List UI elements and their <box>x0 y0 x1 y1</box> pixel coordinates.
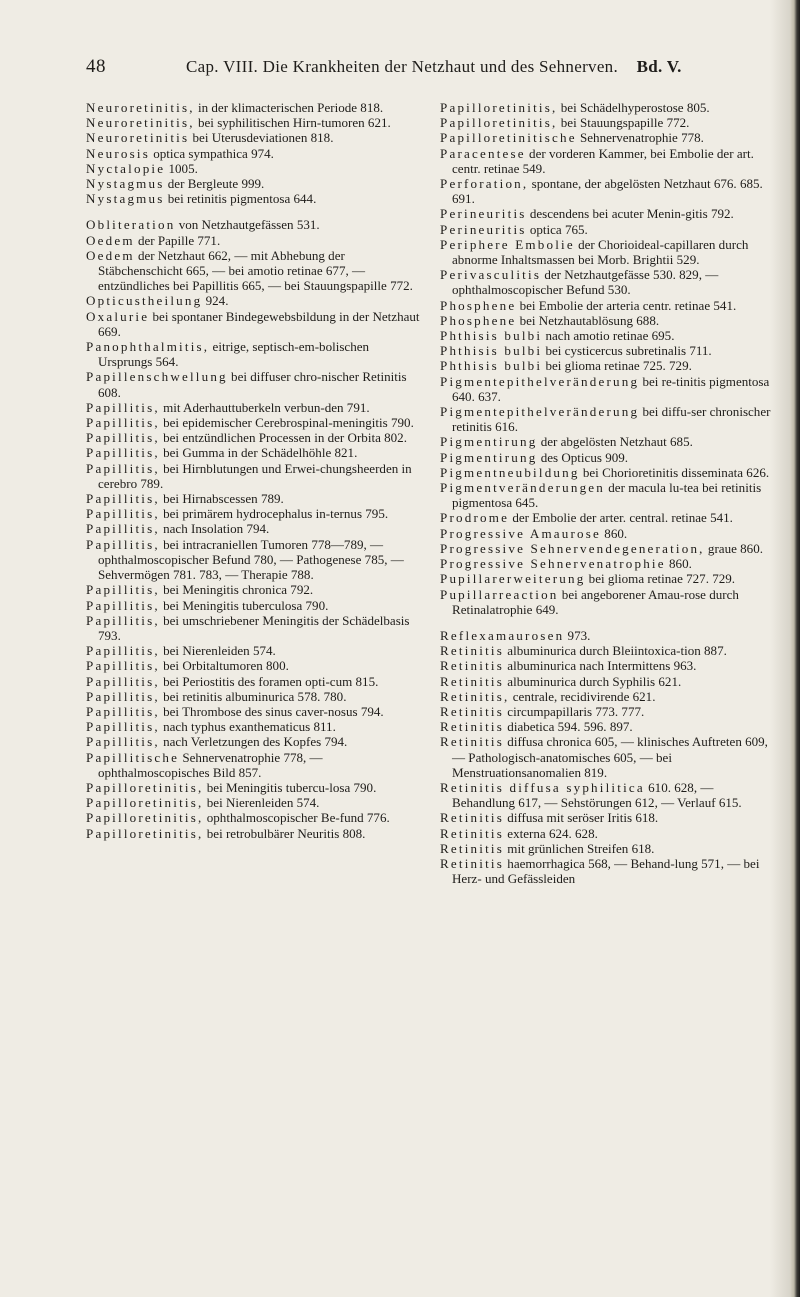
index-entry <box>440 826 775 841</box>
index-entry <box>86 461 421 491</box>
index-reference: Sehnervenatrophie 778, — ophthalmoscopisches Bild 857. <box>98 749 323 780</box>
index-reference: der Chorioideal-capillaren durch abnorme Inhaltsmassen bei Morb. Brightii 529. <box>452 236 749 268</box>
index-entry <box>440 434 775 449</box>
index-term: Papillitis, <box>86 734 160 750</box>
index-entry <box>86 161 421 176</box>
index-entry <box>440 328 775 343</box>
index-term: Pigmentirung <box>440 449 538 465</box>
index-entry <box>86 115 421 130</box>
index-reference: bei retrobulbärer Neuritis 808. <box>203 825 366 841</box>
page-edge-shadow <box>770 0 790 1297</box>
index-reference: bei cysticercus subretinalis 711. <box>542 343 712 359</box>
index-reference: mit grünlichen Streifen 618. <box>504 840 655 856</box>
index-term: Pigmentepithelveränderung <box>440 373 640 389</box>
index-reference: ophthalmoscopischer Be-fund 776. <box>203 810 390 826</box>
index-entry <box>86 400 421 415</box>
index-entry <box>86 339 421 369</box>
index-entry <box>86 704 421 719</box>
index-entry <box>86 506 421 521</box>
index-entry <box>440 571 775 586</box>
index-entry <box>440 176 775 206</box>
index-entry <box>440 704 775 719</box>
index-reference: 860. <box>665 556 692 572</box>
index-reference: bei Orbitaltumoren 800. <box>159 658 289 674</box>
index-entry <box>86 217 421 232</box>
index-reference: bei Uterusdeviationen 818. <box>189 130 334 146</box>
index-entry <box>86 146 421 161</box>
index-reference: bei retinitis albuminurica 578. 780. <box>159 688 347 704</box>
index-reference: von Netzhautgefässen 531. <box>175 217 320 233</box>
index-term: Perivasculitis <box>440 267 542 283</box>
index-reference: bei Gumma in der Schädelhöhle 821. <box>159 445 358 461</box>
index-entry <box>86 734 421 749</box>
index-reference: bei Chorioretinitis disseminata 626. <box>579 464 770 480</box>
index-term: Phthisis bulbi <box>440 358 543 374</box>
index-term: Papillenschwellung <box>86 369 228 385</box>
index-term: Papillitis, <box>86 399 160 415</box>
index-entry <box>440 541 775 556</box>
index-reference: bei diffuser chro-nischer Retinitis 608. <box>98 369 407 400</box>
index-term: Opticustheilung <box>86 293 203 309</box>
index-term: Papilloretinitis, <box>440 100 558 115</box>
index-term: Phthisis bulbi <box>440 328 543 344</box>
index-reference: in der klimacterischen Periode 818. <box>194 100 384 115</box>
index-term: Retinitis <box>440 840 505 856</box>
index-entry <box>86 750 421 780</box>
index-reference: bei re-tinitis pigmentosa 640. 637. <box>452 373 770 404</box>
index-term: Papilloretinitis, <box>86 810 204 826</box>
index-reference: bei Thrombose des sinus caver-nosus 794. <box>159 703 384 719</box>
index-reference: bei primärem hydrocephalus in-ternus 795. <box>159 506 389 522</box>
index-entry <box>440 780 775 810</box>
index-entry <box>86 719 421 734</box>
index-reference: diabetica 594. 596. 897. <box>504 719 633 735</box>
index-reference: bei Nierenleiden 574. <box>203 795 320 811</box>
index-entry <box>86 643 421 658</box>
page-number: 48 <box>86 56 106 77</box>
index-term: Pigmentepithelveränderung <box>440 404 640 420</box>
index-reference: albuminurica durch Syphilis 621. <box>504 673 682 689</box>
index-term: Retinitis, <box>440 688 510 704</box>
index-term: Nystagmus <box>86 176 165 192</box>
index-term: Papilloretinitis, <box>440 115 558 131</box>
index-entry <box>440 510 775 525</box>
index-term: Obliteration <box>86 217 176 233</box>
index-term: Panophthalmitis, <box>86 339 210 355</box>
index-reference: bei Embolie der arteria centr. retinae 541. <box>516 297 737 313</box>
index-reference: der Papille 771. <box>134 232 221 248</box>
index-term: Papillitis, <box>86 703 160 719</box>
index-entry <box>440 719 775 734</box>
index-term: Phosphene <box>440 312 517 328</box>
index-reference: bei Hirnabscessen 789. <box>159 491 284 507</box>
index-entry <box>86 100 421 115</box>
index-term: Perforation, <box>440 176 529 192</box>
index-reference: optica 765. <box>526 221 588 237</box>
index-entry <box>440 480 775 510</box>
index-term: Progressive Sehnervenatrophie <box>440 556 666 572</box>
index-term: Oxalurie <box>86 308 150 324</box>
index-reference: graue 860. <box>704 540 763 556</box>
index-entry <box>86 309 421 339</box>
index-term: Oedem <box>86 247 135 263</box>
volume-label: Bd. V. <box>636 57 682 76</box>
index-reference: bei epidemischer Cerebrospinal-meningitis 790. <box>159 415 414 431</box>
index-term: Periphere Embolie <box>440 236 575 252</box>
index-term: Papillitis, <box>86 582 160 598</box>
index-term: Papillitis, <box>86 597 160 613</box>
index-reference: circumpapillaris 773. 777. <box>504 703 645 719</box>
index-term: Neuroretinitis <box>86 130 190 146</box>
index-term: Retinitis <box>440 703 505 719</box>
chapter-title <box>186 57 682 77</box>
index-entry <box>440 100 775 115</box>
index-entry <box>86 521 421 536</box>
index-term: Neurosis <box>86 145 150 161</box>
index-entry <box>86 491 421 506</box>
index-entry <box>440 343 775 358</box>
chapter-text: Cap. VIII. Die Krankheiten der Netzhaut und des Sehnerven. <box>186 57 619 76</box>
index-entry <box>440 658 775 673</box>
index-entry <box>86 582 421 597</box>
index-term: Papilloretinitis, <box>86 825 204 841</box>
index-reference: haemorrhagica 568, — Behand-lung 571, — bei Herz- und Gefässleiden <box>452 855 760 887</box>
index-term: Progressive Amaurose <box>440 525 602 541</box>
index-reference: bei Schädelhyperostose 805. <box>557 100 710 115</box>
index-reference: bei intracraniellen Tumoren 778—789, — ophthalmoscopischer Befund 780, — Pathogenese 785, — Sehvermögen 781. 783, — Therapie 788. <box>98 536 404 583</box>
index-entry <box>86 191 421 206</box>
index-term: Papillitis, <box>86 536 160 552</box>
index-reference: der Bergleute 999. <box>164 176 265 192</box>
index-term: Retinitis <box>440 658 505 674</box>
index-entry <box>440 643 775 658</box>
index-entry <box>86 445 421 460</box>
index-reference: der abgelösten Netzhaut 685. <box>537 434 693 450</box>
index-entry <box>440 404 775 434</box>
index-term: Retinitis <box>440 673 505 689</box>
index-entry <box>86 430 421 445</box>
index-term: Reflexamaurosen <box>440 627 565 643</box>
index-term: Papillitis, <box>86 719 160 735</box>
index-reference: 860. <box>601 525 628 541</box>
index-reference: des Opticus 909. <box>537 449 629 465</box>
index-entry <box>440 146 775 176</box>
index-reference: bei spontaner Bindegewebsbildung in der Netzhaut 669. <box>98 308 420 339</box>
index-term: Nystagmus <box>86 191 165 207</box>
index-entry <box>86 537 421 583</box>
index-entry <box>86 176 421 191</box>
index-reference: bei Meningitis tuberculosa 790. <box>159 597 329 613</box>
index-entry <box>440 313 775 328</box>
index-reference: bei glioma retinae 725. 729. <box>542 358 692 374</box>
index-term: Progressive Sehnervendegeneration, <box>440 540 705 556</box>
index-term: Pigmentveränderungen <box>440 480 606 496</box>
book-binding-edge <box>790 0 800 1297</box>
index-entry <box>440 130 775 145</box>
running-header <box>0 56 790 90</box>
index-entry <box>440 556 775 571</box>
index-entry <box>440 115 775 130</box>
index-term: Pupillarerweiterung <box>440 571 586 587</box>
index-entry <box>86 598 421 613</box>
index-entry <box>440 734 775 780</box>
index-entry <box>440 587 775 617</box>
index-term: Perineuritis <box>440 221 527 237</box>
index-term: Retinitis diffusa syphilitica <box>440 779 645 795</box>
index-term: Oedem <box>86 232 135 248</box>
index-entry <box>86 658 421 673</box>
index-term: Neuroretinitis, <box>86 115 195 131</box>
index-reference: bei entzündlichen Processen in der Orbita 802. <box>159 430 407 446</box>
index-term: Nyctalopie <box>86 160 166 176</box>
index-reference: 1005. <box>165 160 198 176</box>
index-reference: der Netzhaut 662, — mit Abhebung der Stäbchenschicht 665, — bei amotio retinae 677, — entzündliches bei Papillitis 665, — bei Stauungspapille 772. <box>98 247 413 294</box>
index-entry <box>86 689 421 704</box>
index-reference: nach Insolation 794. <box>159 521 270 537</box>
index-term: Retinitis <box>440 810 505 826</box>
index-reference: 610. 628, — Behandlung 617, — Sehstörungen 612, — Verlauf 615. <box>452 779 742 811</box>
index-term: Papillitis, <box>86 415 160 431</box>
index-reference: bei Nierenleiden 574. <box>159 643 276 659</box>
index-reference: bei Netzhautablösung 688. <box>516 312 660 328</box>
index-term: Papillitische <box>86 749 180 765</box>
index-reference: nach Verletzungen des Kopfes 794. <box>159 734 348 750</box>
index-term: Retinitis <box>440 719 505 735</box>
index-term: Papilloretinitis, <box>86 795 204 811</box>
index-entry <box>86 130 421 145</box>
index-entry <box>440 465 775 480</box>
index-reference: mit Aderhauttuberkeln verbun-den 791. <box>159 399 370 415</box>
index-reference: bei diffu-ser chronischer retinitis 616. <box>452 404 771 435</box>
index-reference: nach typhus exanthematicus 811. <box>159 719 336 735</box>
index-reference: bei umschriebener Meningitis der Schädelbasis 793. <box>98 612 410 643</box>
index-entry <box>440 450 775 465</box>
index-reference: albuminurica durch Bleiintoxica-tion 887. <box>504 643 727 659</box>
index-reference: der macula lu-tea bei retinitis pigmentosa 645. <box>452 480 762 511</box>
index-reference: der Netzhautgefässe 530. 829, — ophthalmoscopischer Befund 530. <box>452 267 719 298</box>
index-term: Perineuritis <box>440 206 527 222</box>
index-reference: bei syphilitischen Hirn-tumoren 621. <box>194 115 391 131</box>
index-term: Papillitis, <box>86 491 160 507</box>
index-entry <box>440 206 775 221</box>
index-term: Papillitis, <box>86 506 160 522</box>
index-column-left <box>86 100 421 841</box>
index-term: Papillitis, <box>86 688 160 704</box>
index-entry <box>86 674 421 689</box>
index-reference: der vorderen Kammer, bei Embolie der art. centr. retinae 549. <box>452 145 754 176</box>
index-reference: bei retinitis pigmentosa 644. <box>164 191 317 207</box>
index-entry <box>440 856 775 886</box>
index-entry <box>86 293 421 308</box>
index-term: Retinitis <box>440 855 505 871</box>
index-term: Papillitis, <box>86 430 160 446</box>
index-entry <box>440 298 775 313</box>
index-entry <box>440 810 775 825</box>
index-reference: 924. <box>202 293 229 309</box>
index-term: Paracentese <box>440 145 526 161</box>
index-reference: descendens bei acuter Menin-gitis 792. <box>526 206 734 222</box>
index-entry <box>86 613 421 643</box>
index-reference: eitrige, septisch-em-bolischen Ursprungs 564. <box>98 339 370 370</box>
index-term: Retinitis <box>440 643 505 659</box>
index-reference: Sehnervenatrophie 778. <box>576 130 704 146</box>
index-term: Papillitis, <box>86 612 160 628</box>
index-term: Phthisis bulbi <box>440 343 543 359</box>
index-reference: bei glioma retinae 727. 729. <box>585 571 736 587</box>
index-reference: albuminurica nach Intermittens 963. <box>504 658 697 674</box>
index-entry <box>440 526 775 541</box>
index-reference: bei Periostitis des foramen opti-cum 815. <box>159 673 379 689</box>
index-term: Papillitis, <box>86 460 160 476</box>
index-term: Retinitis <box>440 734 505 750</box>
index-reference: nach amotio retinae 695. <box>542 328 675 344</box>
index-term: Papillitis, <box>86 643 160 659</box>
index-column-right <box>440 100 775 886</box>
index-entry <box>440 237 775 267</box>
index-entry <box>86 780 421 795</box>
index-term: Papillitis, <box>86 658 160 674</box>
index-term: Papilloretinitische <box>440 130 577 146</box>
index-term: Pigmentirung <box>440 434 538 450</box>
index-term: Pigmentneubildung <box>440 464 580 480</box>
index-reference: spontane, der abgelösten Netzhaut 676. 685. 691. <box>452 176 763 207</box>
index-entry <box>440 689 775 704</box>
index-term: Papilloretinitis, <box>86 779 204 795</box>
index-entry <box>440 628 775 643</box>
index-reference: 973. <box>564 627 591 643</box>
index-term: Phosphene <box>440 297 517 313</box>
index-entry <box>86 369 421 399</box>
index-reference: externa 624. 628. <box>504 825 598 841</box>
index-entry <box>440 267 775 297</box>
index-entry <box>86 795 421 810</box>
index-term: Papillitis, <box>86 445 160 461</box>
index-reference: diffusa chronica 605, — klinisches Auftreten 609, — Pathologisch-anatomisches 605, — bei Menstruationsanomalien 819. <box>452 734 768 780</box>
index-entry <box>440 374 775 404</box>
index-reference: bei Hirnblutungen und Erwei-chungsheerden in cerebro 789. <box>98 460 412 491</box>
index-reference: bei Stauungspapille 772. <box>557 115 690 131</box>
index-reference: bei Meningitis chronica 792. <box>159 582 314 598</box>
index-reference: optica sympathica 974. <box>149 145 274 161</box>
index-entry <box>86 248 421 294</box>
index-reference: bei Meningitis tubercu-losa 790. <box>203 779 377 795</box>
index-term: Papillitis, <box>86 673 160 689</box>
index-entry <box>440 358 775 373</box>
index-entry <box>86 415 421 430</box>
index-entry <box>86 810 421 825</box>
index-reference: der Embolie der arter. central. retinae 541. <box>509 510 733 526</box>
index-entry <box>86 826 421 841</box>
index-term: Pupillarreaction <box>440 586 559 602</box>
index-entry <box>440 841 775 856</box>
index-term: Papillitis, <box>86 521 160 537</box>
index-term: Prodrome <box>440 510 510 526</box>
index-reference: centrale, recidivirende 621. <box>509 688 656 704</box>
index-entry <box>86 233 421 248</box>
index-term: Neuroretinitis, <box>86 100 195 115</box>
index-reference: bei angeborener Amau-rose durch Retinalatrophie 649. <box>452 586 739 617</box>
index-reference: diffusa mit seröser Iritis 618. <box>504 810 659 826</box>
index-term: Retinitis <box>440 825 505 841</box>
index-entry <box>440 222 775 237</box>
index-entry <box>440 674 775 689</box>
